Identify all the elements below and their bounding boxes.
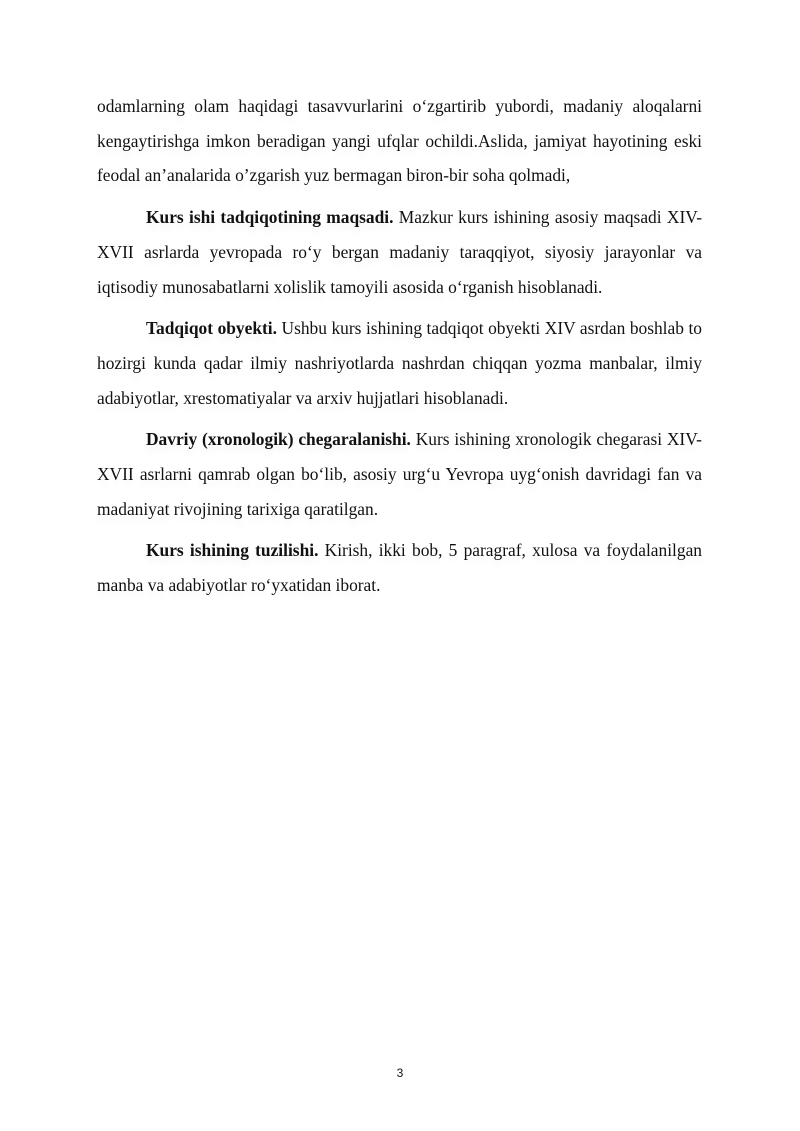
paragraph-intro-continuation <box>97 89 702 193</box>
paragraph-heading-work-structure: Kurs ishining tuzilishi. <box>146 540 319 561</box>
paragraph-text: odamlarning olam haqidagi tasavvurlarini o‘zgartirib yubordi, madaniy aloqalarni kengaytirishga imkon beradigan yangi ufqlar ochildi.Aslida, jamiyat hayotining eski feodal an’analarida o’zgarish yuz bermagan biron-bir soha qolmadi, <box>97 96 702 186</box>
paragraph-text: Kurs ishining xronologik chegarasi XIV-XVII asrlarni qamrab olgan bo‘lib, asosiy urg‘u Yevropa uyg‘onish davridagi fan va madaniyat rivojining tarixiga qaratilgan. <box>97 429 702 519</box>
paragraph-research-goal <box>97 200 702 304</box>
paragraph-work-structure <box>97 533 702 602</box>
paragraph-heading-research-goal: Kurs ishi tadqiqotining maqsadi. <box>146 207 394 228</box>
paragraph-heading-chronological-limits: Davriy (xronologik) chegaralanishi. <box>146 429 411 450</box>
paragraph-heading-research-object: Tadqiqot obyekti. <box>146 318 277 339</box>
paragraph-text: Kirish, ikki bob, 5 paragraf, xulosa va foydalanilgan manba va adabiyotlar ro‘yxatidan iborat. <box>97 540 702 596</box>
paragraph-text: Ushbu kurs ishining tadqiqot obyekti XIV asrdan boshlab to hozirgi kunda qadar ilmiy nashriyotlarda nashrdan chiqqan yozma manbalar, ilmiy adabiyotlar, xrestomatiyalar va arxiv hujjatlari hisoblanadi. <box>97 318 702 408</box>
page-number: 3 <box>396 1066 404 1080</box>
paragraph-text: Mazkur kurs ishining asosiy maqsadi XIV- XVII asrlarda yevropada ro‘y bergan madaniy taraqqiyot, siyosiy jarayonlar va iqtisodiy munosabatlarni xolislik tamoyili asosida o‘rganish hisoblanadi. <box>97 207 702 297</box>
page-body <box>97 89 702 603</box>
paragraph-research-object <box>97 311 702 415</box>
paragraph-chronological-limits <box>97 422 702 526</box>
